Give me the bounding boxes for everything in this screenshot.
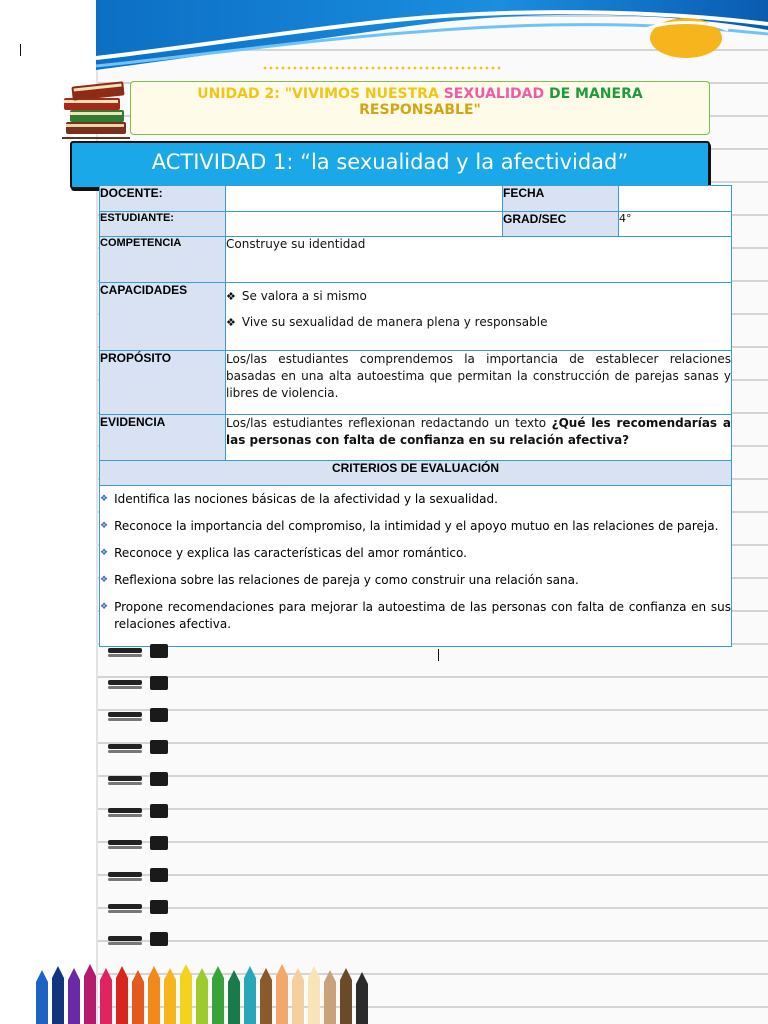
diamond-bullet-icon: ❖ [226, 315, 236, 329]
competencia-label: COMPETENCIA [100, 237, 226, 283]
criterio-item [100, 545, 731, 562]
capacidad-text: Se valora a si mismo [241, 289, 367, 303]
criterio-text: Identifica las nociones básicas de la afectividad y la sexualidad. [114, 492, 498, 506]
diamond-bullet-icon: ❖ [100, 602, 109, 612]
activity-info-table [99, 185, 732, 647]
activity-title: ACTIVIDAD 1: “la sexualidad y la afectividad” [151, 150, 629, 174]
decorative-dot-row [262, 66, 502, 70]
criterio-item [100, 599, 731, 633]
proposito-value: Los/las estudiantes comprendemos la importancia de establecer relaciones basadas en una alta autoestima que permitan la construcción de parejas sanas y libres de violencia. [226, 351, 732, 415]
fecha-label: FECHA [503, 186, 619, 212]
estudiante-label: ESTUDIANTE: [100, 212, 226, 237]
criterio-text: Reconoce la importancia del compromiso, la intimidad y el apoyo mutuo en las relaciones de pareja. [114, 519, 719, 533]
capacidades-list [226, 283, 732, 351]
unit-title-part: RESPONSABLE" [359, 102, 481, 118]
colored-pencils-illustration [20, 960, 380, 1024]
criterios-list [100, 486, 732, 647]
diamond-bullet-icon: ❖ [100, 575, 109, 585]
fecha-field[interactable] [619, 186, 732, 212]
unit-title-part: "VIVIMOS NUESTRA [279, 86, 444, 102]
docente-label: DOCENTE: [100, 186, 226, 212]
competencia-value: Construye su identidad [226, 237, 732, 283]
books-stack-icon [60, 72, 132, 144]
diamond-bullet-icon: ❖ [226, 289, 236, 303]
criterio-item [100, 518, 731, 535]
diamond-bullet-icon: ❖ [100, 521, 109, 531]
text-cursor-mark [20, 44, 21, 56]
capacidad-item [226, 289, 731, 303]
proposito-label: PROPÓSITO [100, 351, 226, 415]
criterio-text: Propone recomendaciones para mejorar la autoestima de las personas con falta de confianza en sus relaciones afectiva. [114, 600, 731, 631]
evidencia-question: ¿Qué les recomendarías a las personas con falta de confianza en su relación afectiva? [226, 416, 731, 447]
grad-sec-label: GRAD/SEC [503, 212, 619, 237]
criterio-item [100, 572, 731, 589]
criterio-text: Reflexiona sobre las relaciones de pareja y como construir una relación sana. [114, 573, 579, 587]
capacidad-item [226, 315, 731, 329]
grad-sec-field[interactable]: 4° [619, 212, 732, 237]
text-cursor-mark [438, 649, 439, 661]
docente-field[interactable] [226, 186, 503, 212]
evidencia-text: Los/las estudiantes reflexionan redactando un texto [226, 416, 552, 430]
unit-number: UNIDAD 2: [197, 86, 280, 102]
evidencia-value [226, 415, 732, 461]
capacidad-text: Vive su sexualidad de manera plena y responsable [241, 315, 548, 329]
unit-title [150, 86, 690, 118]
estudiante-field[interactable] [226, 212, 503, 237]
criterio-text: Reconoce y explica las características del amor romántico. [114, 546, 467, 560]
unit-title-part: DE MANERA [544, 86, 643, 102]
criterio-item [100, 491, 731, 508]
evidencia-label: EVIDENCIA [100, 415, 226, 461]
diamond-bullet-icon: ❖ [100, 548, 109, 558]
capacidades-label: CAPACIDADES [100, 283, 226, 351]
unit-title-highlight: SEXUALIDAD [443, 86, 545, 102]
diamond-bullet-icon: ❖ [100, 494, 109, 504]
criterios-header: CRITERIOS DE EVALUACIÓN [100, 461, 732, 486]
